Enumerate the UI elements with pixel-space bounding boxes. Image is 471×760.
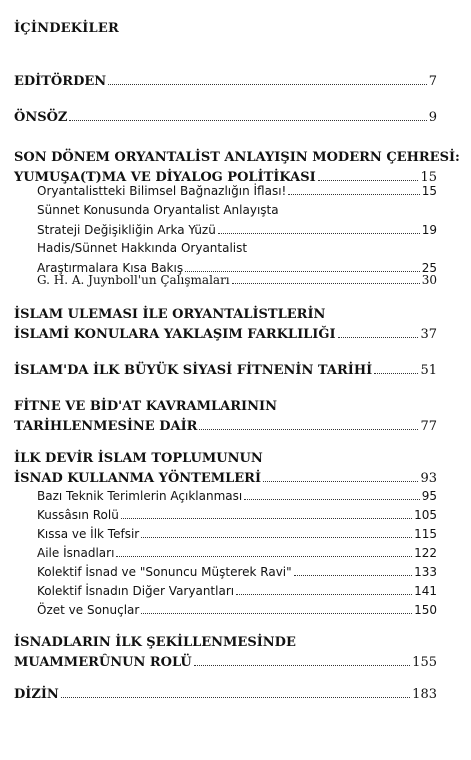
subentry-title: Kolektif İsnad ve "Sonuncu Müşterek Ravi" <box>37 565 292 579</box>
entry-title-line1: FİTNE VE BİD'AT KAVRAMLARININ <box>14 399 277 414</box>
entry-title: DİZİN <box>14 687 59 702</box>
subentry-title-line1: Sünnet Konusunda Oryantalist Anlayışta <box>37 203 279 217</box>
dot-leader <box>141 609 412 614</box>
subentry-title-line1: Hadis/Sünnet Hakkında Oryantalist <box>37 241 248 255</box>
dot-leader <box>69 116 426 121</box>
subentry-title: Oryantalistteki Bilimsel Bağnazlığın İflası! <box>37 184 287 198</box>
page-number: 93 <box>420 471 437 486</box>
page-number: 30 <box>421 273 437 287</box>
page-number: 9 <box>428 110 437 125</box>
toc-entry-isnadlarin[interactable] <box>14 633 437 673</box>
toc-entry-fitne-tarihi[interactable] <box>14 361 437 381</box>
toc-entry-ilk-devir[interactable] <box>14 449 437 489</box>
subentry-title: Kussâsın Rolü <box>37 508 119 522</box>
toc-subentry[interactable] <box>37 524 437 544</box>
entry-title: İSLAM'DA İLK BÜYÜK SİYASİ FİTNENİN TARİHİ <box>14 363 373 378</box>
page-number: 141 <box>414 584 437 598</box>
dot-leader <box>194 661 410 666</box>
dot-leader <box>374 369 418 374</box>
toc-subentry[interactable] <box>37 486 437 506</box>
dot-leader <box>116 552 412 557</box>
page-number: 25 <box>421 261 437 275</box>
toc-entry-onsoz[interactable] <box>14 108 437 128</box>
subentry-title: Kolektif İsnadın Diğer Varyantları <box>37 584 235 598</box>
page-number: 37 <box>420 327 437 342</box>
toc-entry-fitne-bidat[interactable] <box>14 397 437 437</box>
toc-subentry[interactable] <box>37 200 437 240</box>
toc-subentry[interactable] <box>37 505 437 525</box>
page-number: 15 <box>421 184 437 198</box>
subentry-title-line2: Araştırmalara Kısa Bakış <box>37 261 184 275</box>
dot-leader <box>232 279 420 284</box>
page-number: 150 <box>414 603 437 617</box>
toc-title: İÇİNDEKİLER <box>14 21 120 36</box>
toc-entry-editorden[interactable] <box>14 72 437 92</box>
page-number: 77 <box>420 419 437 434</box>
page-number: 155 <box>412 655 437 670</box>
page-number: 95 <box>421 489 437 503</box>
toc-subentry[interactable] <box>37 543 437 563</box>
page-number: 105 <box>414 508 437 522</box>
entry-title-line2: İSLAMİ KONULARA YAKLAŞIM FARKLILIĞI <box>14 327 336 342</box>
toc-subentry[interactable] <box>37 562 437 582</box>
entry-title-line1: İSNADLARIN İLK ŞEKİLLENMESİNDE <box>14 635 296 650</box>
dot-leader <box>338 333 419 338</box>
toc-entry-islam-ulemasi[interactable] <box>14 305 437 345</box>
entry-title-line2: TARİHLENMESİNE DAİR <box>14 419 198 434</box>
page-number: 122 <box>414 546 437 560</box>
subentry-title: Aile İsnadları <box>37 546 115 560</box>
page-number: 15 <box>420 170 437 185</box>
subentry-title: G. H. A. Juynboll'un Çalışmaları <box>37 273 230 287</box>
subentry-title: Bazı Teknik Terimlerin Açıklanması <box>37 489 243 503</box>
toc-entry-dizin[interactable] <box>14 685 437 705</box>
dot-leader <box>218 229 420 234</box>
subentry-title: Özet ve Sonuçlar <box>37 603 140 617</box>
toc-subentry[interactable] <box>37 181 437 201</box>
page-number: 7 <box>428 74 437 89</box>
toc-subentry[interactable] <box>37 270 437 290</box>
entry-title-line1: İLK DEVİR İSLAM TOPLUMUNUN <box>14 451 263 466</box>
dot-leader <box>294 571 412 576</box>
dot-leader <box>263 477 418 482</box>
entry-title-line2: YUMUŞA(T)MA VE DİYALOG POLİTİKASI <box>14 170 316 185</box>
dot-leader <box>108 80 427 85</box>
page-number: 115 <box>414 527 437 541</box>
entry-title: EDİTÖRDEN <box>14 74 107 89</box>
dot-leader <box>61 693 410 698</box>
entry-title: ÖNSÖZ <box>14 110 68 125</box>
page-number: 133 <box>414 565 437 579</box>
entry-title-line1: SON DÖNEM ORYANTALİST ANLAYIŞIN MODERN ÇEHRESİ: <box>14 150 460 165</box>
dot-leader <box>236 590 412 595</box>
toc-subentry[interactable] <box>37 581 437 601</box>
subentry-title: Kıssa ve İlk Tefsir <box>37 527 140 541</box>
dot-leader <box>244 495 420 500</box>
page-number: 183 <box>412 687 437 702</box>
dot-leader <box>121 514 412 519</box>
entry-title-line2: MUAMMERÛNUN ROLÜ <box>14 655 192 670</box>
dot-leader <box>141 533 412 538</box>
dot-leader <box>288 190 419 195</box>
entry-title-line1: İSLAM ULEMASI İLE ORYANTALİSTLERİN <box>14 307 326 322</box>
entry-title-line2: İSNAD KULLANMA YÖNTEMLERİ <box>14 471 262 486</box>
dot-leader <box>199 425 418 430</box>
subentry-title-line2: Strateji Değişikliğin Arka Yüzü <box>37 223 216 237</box>
toc-subentry[interactable] <box>37 600 437 620</box>
page-number: 19 <box>421 223 437 237</box>
page-number: 51 <box>420 363 437 378</box>
